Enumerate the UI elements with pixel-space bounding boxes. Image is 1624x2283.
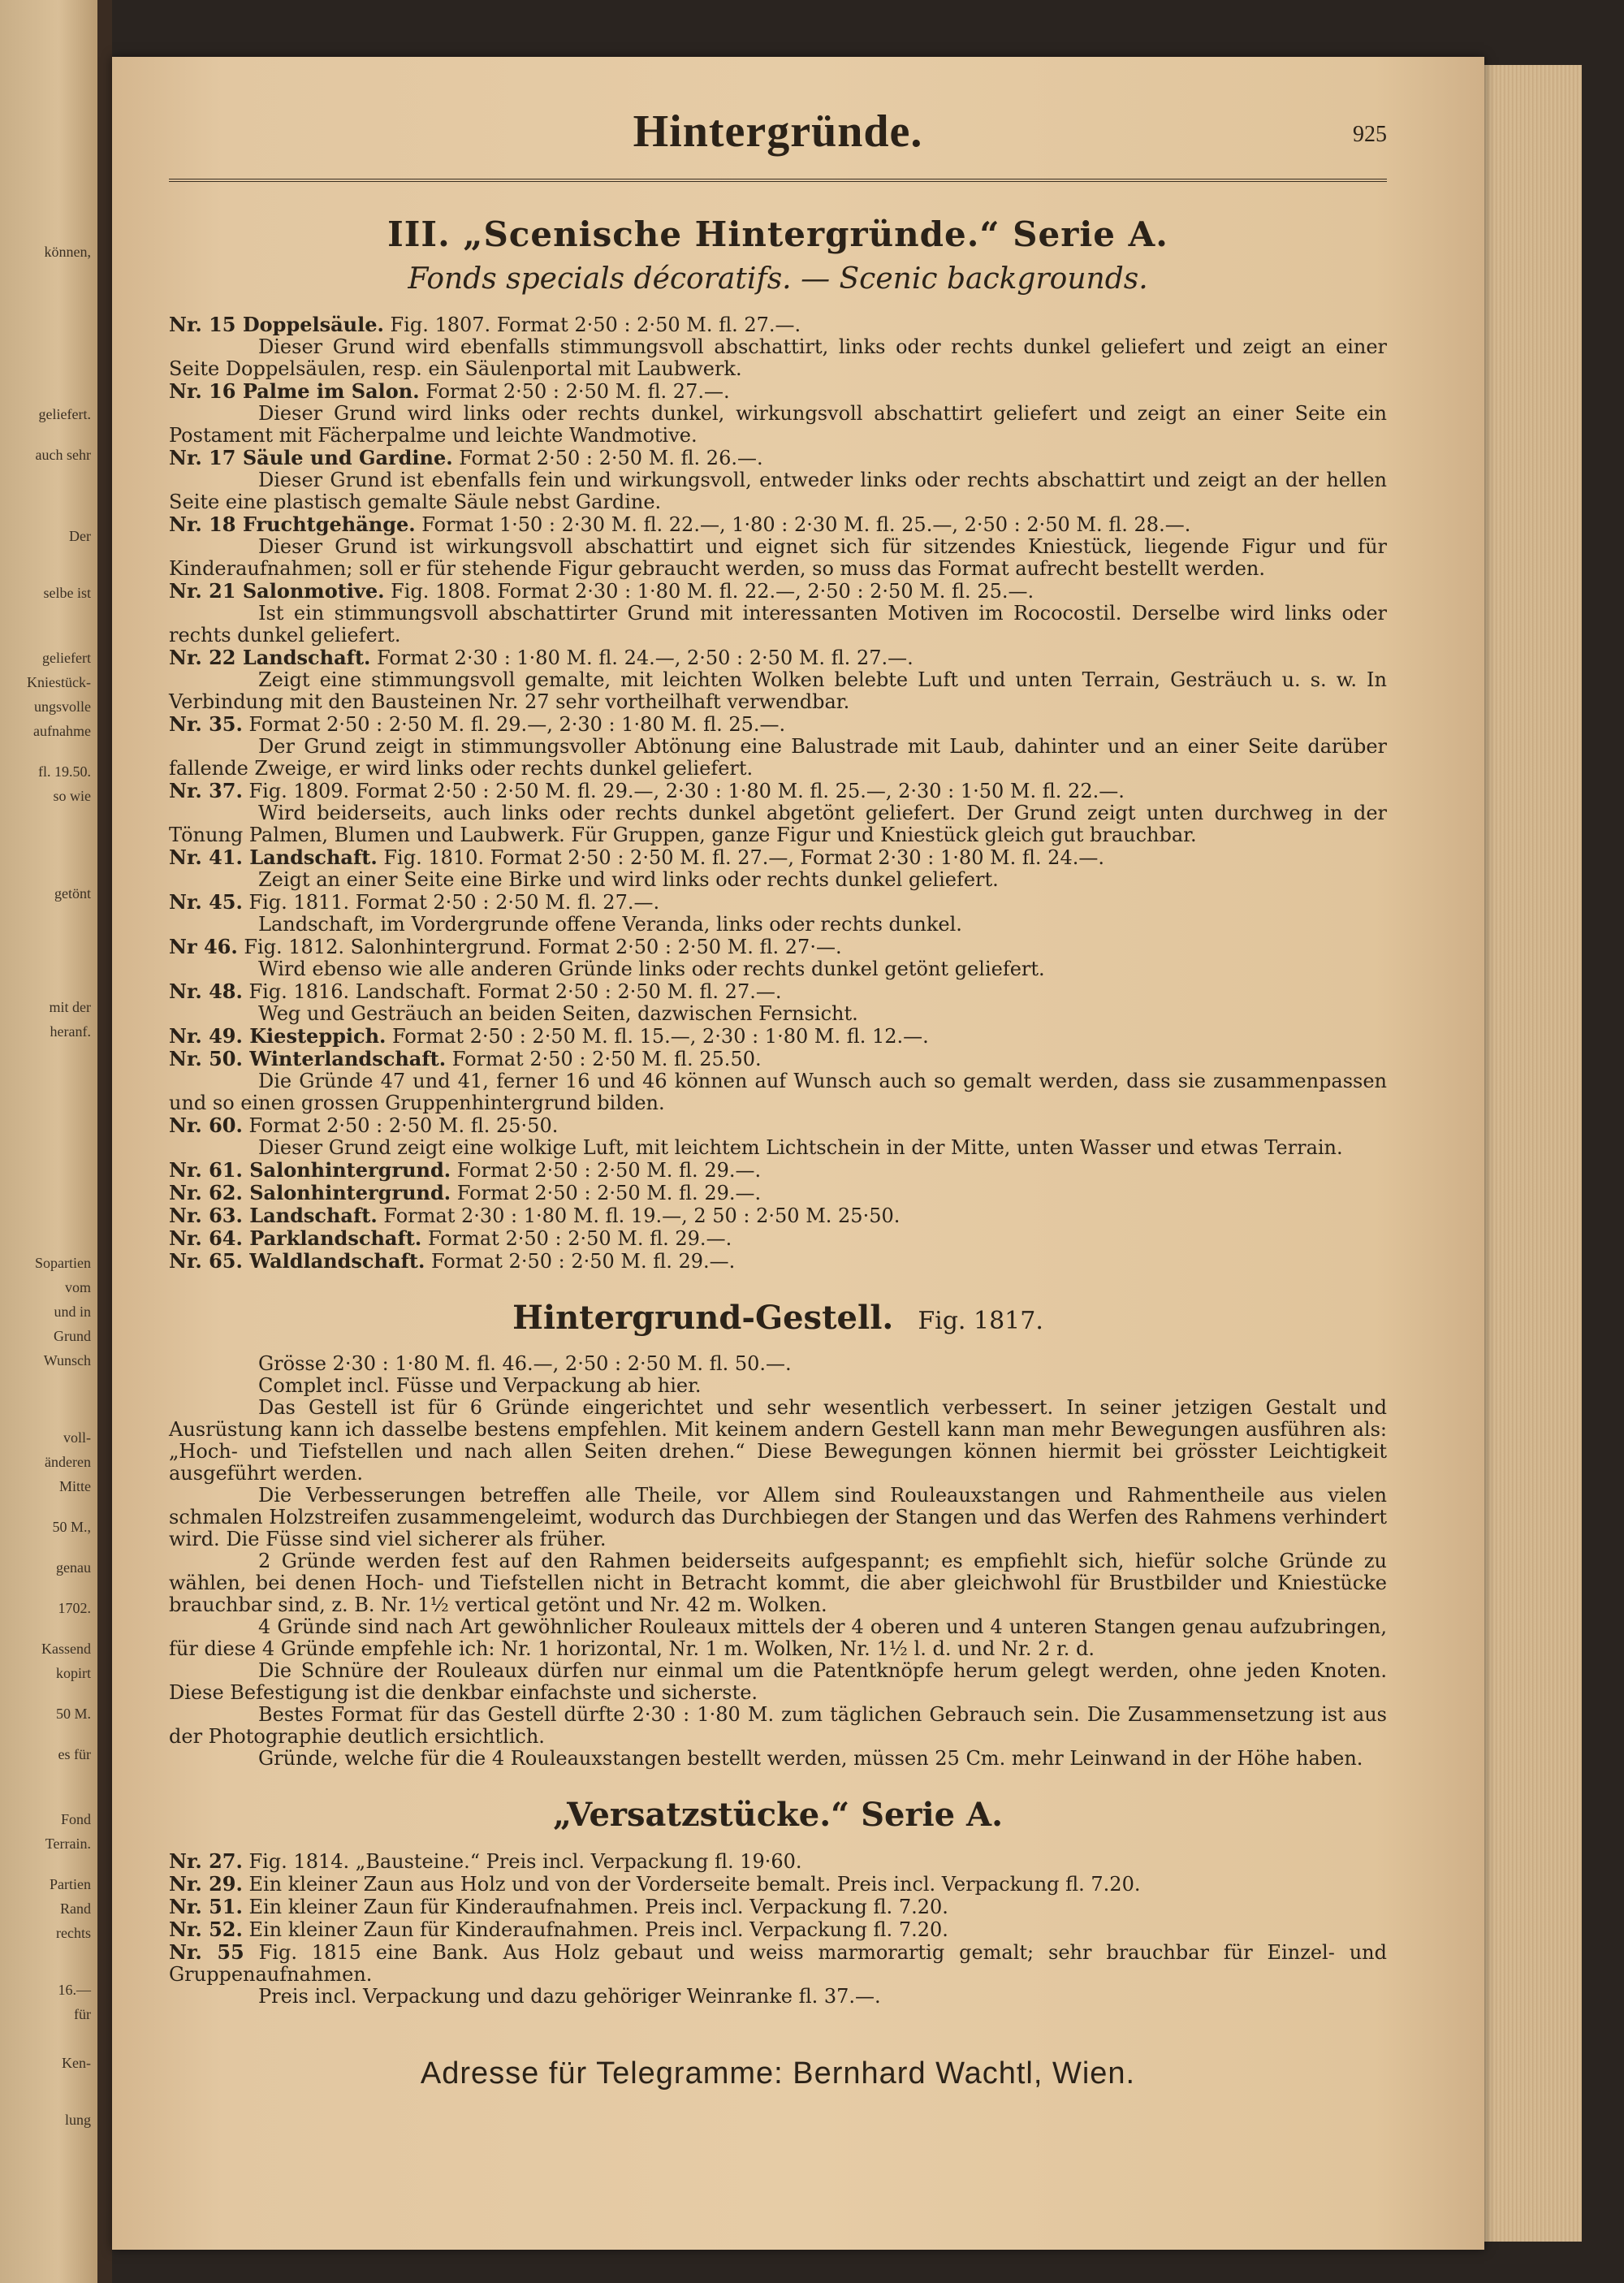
book-spine [97, 0, 112, 2283]
entry-text: Format 2·30 : 1·80 M. fl. 24.—, 2·50 : 2·50 M. fl. 27.—. [370, 646, 914, 669]
left-page-fragment: geliefert [42, 650, 91, 666]
left-page-fragment: 1702. [58, 1600, 91, 1616]
entry-text: Ein kleiner Zaun aus Holz und von der Vorderseite bemalt. Preis incl. Verpackung fl. 7.20. [242, 1873, 1141, 1896]
entry-head: Nr. 52. [169, 1918, 243, 1941]
left-page-fragment: fl. 19.50. [38, 763, 91, 780]
entry-head: Nr. 21 Salonmotive. [169, 579, 385, 603]
entry-head: Nr. 27. [169, 1849, 243, 1873]
page-number: 925 [1353, 122, 1387, 147]
entry-head: Nr. 48. [169, 979, 243, 1003]
left-page-fragment: vom [64, 1279, 91, 1295]
left-page-fragment: ungsvolle [34, 698, 91, 715]
left-page-fragment: Kassend [41, 1641, 91, 1657]
entry-text: Fig. 1807. Format 2·50 : 2·50 M. fl. 27.—. [383, 313, 801, 336]
left-page-fragment: genau [56, 1559, 91, 1576]
catalog-entry [169, 891, 1387, 914]
entry-text: Format 2·30 : 1·80 M. fl. 19.—, 2 50 : 2·50 M. 25·50. [377, 1204, 901, 1227]
entry-head: Nr. 50. Winterlandschaft. [169, 1047, 447, 1070]
left-page-fragment: so wie [53, 788, 91, 804]
left-page-fragment: rechts [56, 1925, 91, 1941]
catalog-entry [169, 536, 1387, 580]
left-page-fragment: Mitte [59, 1478, 91, 1494]
left-page-fragment: mit der [49, 999, 91, 1015]
catalog-entry [169, 513, 1387, 536]
catalog-entry [169, 1137, 1387, 1159]
catalog-entry [169, 869, 1387, 891]
left-page-fragment: Rand [60, 1900, 91, 1917]
left-page-fragment: Wunsch [43, 1352, 91, 1369]
gestell-title: Hintergrund-Gestell. [512, 1299, 894, 1337]
entry-head: Nr. 51. [169, 1895, 243, 1918]
catalog-entry [169, 1025, 1387, 1048]
catalog-entries-scenic [169, 313, 1387, 1273]
catalog-entry [169, 1003, 1387, 1025]
left-page-fragment: für [74, 2006, 91, 2022]
catalog-entry [169, 603, 1387, 646]
left-page-fragment: kopirt [56, 1665, 91, 1681]
entry-text: Landschaft, im Vordergrunde offene Veranda, links oder rechts dunkel. [258, 913, 962, 936]
entry-head: Nr. 17 Säule und Gardine. [169, 446, 453, 469]
catalog-entry [169, 380, 1387, 403]
entry-head: Nr. 18 Fruchtgehänge. [169, 512, 416, 536]
left-page-fragment: änderen [45, 1454, 91, 1470]
entry-text: Dieser Grund wird links oder rechts dunkel, wirkungsvoll abschattirt geliefert und zeigt an einer Seite ein Postament mit Fächerpalme und leichte Wandmotive. [169, 402, 1387, 447]
left-page-fragment: 50 M. [55, 1706, 91, 1722]
entry-text: Format 2·50 : 2·50 M. fl. 15.—, 2·30 : 1·80 M. fl. 12.—. [386, 1025, 929, 1048]
entry-text: Fig. 1816. Landschaft. Format 2·50 : 2·50 M. fl. 27.—. [242, 980, 782, 1003]
entry-text: Wird beiderseits, auch links oder rechts dunkel abgetönt geliefert. Der Grund zeigt unten durchweg in der Tönung Palmen, Blumen und Laubwerk. Für Gruppen, ganze Figur und Kniestück gleich gut brauchbar. [169, 802, 1387, 846]
section-subtitle-scenic: Fonds specials décoratifs. — Scenic backgrounds. [408, 262, 1148, 296]
catalog-entry [169, 580, 1387, 603]
entry-text: Fig. 1808. Format 2·30 : 1·80 M. fl. 22.—, 2·50 : 2·50 M. fl. 25.—. [384, 580, 1034, 603]
left-page-fragment: Terrain. [45, 1835, 91, 1852]
entry-text: Ein kleiner Zaun für Kinderaufnahmen. Preis incl. Verpackung fl. 7.20. [242, 1896, 948, 1918]
entry-head: Nr. 41. Landschaft. [169, 845, 378, 869]
catalog-entry [169, 1204, 1387, 1227]
left-page-fragment: und in [54, 1304, 91, 1320]
entry-head: Nr. 37. [169, 779, 243, 802]
left-page-fragment: aufnahme [33, 723, 91, 739]
gestell-paragraph: Die Schnüre der Rouleaux dürfen nur einmal um die Patentknöpfe herum gelegt werden, ohne jeden Knoten. Diese Befestigung ist die denkbar einfachste und sicherste. [169, 1659, 1387, 1704]
gestell-figure-ref: Fig. 1817. [918, 1307, 1043, 1335]
catalog-entry [169, 1227, 1387, 1250]
catalog-entry [169, 1114, 1387, 1137]
left-page-fragment: Ken- [62, 2055, 91, 2071]
page-edges [1484, 65, 1582, 2242]
entry-head: Nr. 60. [169, 1113, 243, 1137]
entry-text: Fig. 1810. Format 2·50 : 2·50 M. fl. 27.—, Format 2·30 : 1·80 M. fl. 24.—. [377, 846, 1104, 869]
telegram-address: Adresse für Telegramme: Bernhard Wachtl, Wien. [420, 2056, 1136, 2091]
entry-text: Fig. 1814. „Bausteine.“ Preis incl. Verpackung fl. 19·60. [242, 1850, 802, 1873]
gestell-paragraph: Das Gestell ist für 6 Gründe eingerichtet und sehr wesentlich verbessert. In seiner jetzigen Gestalt und Ausrüstung kann ich dasselbe bestens empfehlen. Mit keinem andern Gestell kann man mehr Bewegungen ausführen als: „Hoch- und Tiefstellen und nach allen Seiten drehen.“ Diese Bewegungen können hiermit bei grösster Leichtigkeit ausgeführt werden. [169, 1396, 1387, 1485]
left-page-edge [0, 0, 97, 2283]
entry-text: Fig. 1809. Format 2·50 : 2·50 M. fl. 29.—, 2·30 : 1·80 M. fl. 25.—, 2·30 : 1·50 M. fl. 22.—. [242, 780, 1125, 802]
left-page-fragment: selbe ist [43, 585, 91, 601]
entry-text: Format 2·50 : 2·50 M. fl. 25·50. [242, 1114, 559, 1137]
entry-text: Format 2·50 : 2·50 M. fl. 29.—. [451, 1159, 762, 1182]
entry-head: Nr. 62. Salonhintergrund. [169, 1181, 451, 1204]
entry-head: Nr. 61. Salonhintergrund. [169, 1158, 451, 1182]
entry-head: Nr. 45. [169, 890, 243, 914]
catalog-entry [169, 736, 1387, 780]
entry-text: Zeigt eine stimmungsvoll gemalte, mit leichten Wolken belebte Luft und unten Terrain, Gesträuch u. s. w. In Verbindung mit den Bausteinen Nr. 27 sehr vortheilhaft verwendbar. [169, 668, 1387, 713]
left-page-fragment: geliefert. [38, 406, 91, 422]
catalog-entry [169, 1048, 1387, 1070]
entry-text: Format 2·50 : 2·50 M. fl. 29.—, 2·30 : 1·80 M. fl. 25.—. [242, 713, 786, 736]
catalog-entry [169, 1182, 1387, 1204]
left-page-fragment: Fond [60, 1811, 91, 1827]
left-page-fragment: getönt [54, 885, 91, 902]
left-page-fragment: auch sehr [35, 447, 91, 463]
entry-text: Format 2·50 : 2·50 M. fl. 25.50. [446, 1048, 762, 1070]
gestell-description [169, 1353, 1387, 1770]
catalog-entry [169, 936, 1387, 958]
entry-text: Der Grund zeigt in stimmungsvoller Abtönung eine Balustrade mit Laub, dahinter und an einer Seite darüber fallende Zweige, er wird links oder rechts dunkel geliefert. [169, 735, 1387, 780]
gestell-paragraph: Bestes Format für das Gestell dürfte 2·30 : 1·80 M. zum täglichen Gebrauch sein. Die Zusammensetzung ist aus der Photographie deutlich ersichtlich. [169, 1703, 1387, 1748]
catalog-entry [169, 914, 1387, 936]
catalog-entry [169, 403, 1387, 447]
entry-head: Nr. 29. [169, 1872, 243, 1896]
catalog-entry [169, 313, 1387, 336]
gestell-paragraph: Gründe, welche für die 4 Rouleauxstangen bestellt werden, müssen 25 Cm. mehr Leinwand in der Höhe haben. [258, 1747, 1363, 1770]
gestell-paragraph: 4 Gründe sind nach Art gewöhnlicher Rouleaux mittels der 4 oberen und 4 unteren Stangen genau aufzubringen, für diese 4 Gründe empfehle ich: Nr. 1 horizontal, Nr. 1 m. Wolken, Nr. 1½ l. d. und Nr. 2 r. d. [169, 1615, 1387, 1660]
left-page-fragment: Sopartien [35, 1255, 91, 1271]
catalog-entry [169, 1159, 1387, 1182]
catalog-entry [169, 846, 1387, 869]
catalog-entry [169, 980, 1387, 1003]
entry-head: Nr. 65. Waldlandschaft. [169, 1249, 425, 1273]
page-title: Hintergründe. [633, 106, 923, 157]
entry-text: Die Gründe 47 und 41, ferner 16 und 46 können auf Wunsch auch so gemalt werden, dass sie zusammenpassen und so einen grossen Gruppenhintergrund bilden. [169, 1070, 1387, 1114]
catalog-entry [169, 1070, 1387, 1114]
left-page-fragment: können, [44, 244, 91, 260]
catalog-entry [169, 802, 1387, 846]
catalog-entry [169, 1986, 1387, 2008]
book-page [112, 57, 1484, 2250]
left-page-fragment: heranf. [50, 1023, 91, 1040]
left-page-fragment: Grund [54, 1328, 91, 1344]
entry-text: Fig. 1811. Format 2·50 : 2·50 M. fl. 27.—. [242, 891, 660, 914]
entry-text: Format 2·50 : 2·50 M. fl. 26.—. [452, 447, 763, 469]
entry-text: Format 2·50 : 2·50 M. fl. 29.—. [451, 1182, 762, 1204]
entry-text: Fig. 1812. Salonhintergrund. Format 2·50 : 2·50 M. fl. 27·—. [237, 936, 842, 958]
catalog-entry [169, 1873, 1387, 1896]
entry-text: Format 2·50 : 2·50 M. fl. 27.—. [419, 380, 730, 403]
left-page-fragment: lung [64, 2112, 91, 2128]
catalog-entry [169, 713, 1387, 736]
left-page-fragment: es für [58, 1746, 91, 1762]
gestell-paragraph: Complet incl. Füsse und Verpackung ab hier. [258, 1374, 702, 1397]
entry-head: Nr. 63. Landschaft. [169, 1204, 378, 1227]
page-content [169, 106, 1387, 2091]
left-page-fragment: voll- [63, 1429, 91, 1446]
section-title-gestell [169, 1299, 1387, 1337]
left-page-fragment: Der [69, 528, 91, 544]
entry-head: Nr. 64. Parklandschaft. [169, 1226, 422, 1250]
entry-text: Format 2·50 : 2·50 M. fl. 29.—. [425, 1250, 736, 1273]
catalog-entry [169, 780, 1387, 802]
entry-head: Nr 46. [169, 935, 238, 958]
entry-text: Dieser Grund ist ebenfalls fein und wirkungsvoll, entweder links oder rechts abschattirt und zeigt an der hellen Seite eine plastisch gemalte Säule nebst Gardine. [169, 469, 1387, 513]
catalog-entry [169, 1250, 1387, 1273]
entry-text: Format 1·50 : 2·30 M. fl. 22.—, 1·80 : 2·30 M. fl. 25.—, 2·50 : 2·50 M. fl. 28.—. [415, 513, 1191, 536]
catalog-entry [169, 1850, 1387, 1873]
section-title-versatz: „Versatzstücke.“ Serie A. [552, 1796, 1004, 1834]
entry-text: Preis incl. Verpackung und dazu gehöriger Weinranke fl. 37.—. [258, 1985, 881, 2008]
entry-text: Format 2·50 : 2·50 M. fl. 29.—. [421, 1227, 732, 1250]
entry-head: Nr. 22 Landschaft. [169, 646, 371, 669]
gestell-paragraph: Grösse 2·30 : 1·80 M. fl. 46.—, 2·50 : 2·50 M. fl. 50.—. [258, 1352, 792, 1375]
entry-text: Dieser Grund wird ebenfalls stimmungsvoll abschattirt, links oder rechts dunkel geliefert und zeigt an einer Seite Doppelsäulen, resp. ein Säulenportal mit Laubwerk. [169, 335, 1387, 380]
entry-text: Wird ebenso wie alle anderen Gründe links oder rechts dunkel getönt geliefert. [258, 958, 1045, 980]
entry-head: Nr. 15 Doppelsäule. [169, 313, 384, 336]
left-page-fragment: Kniestück- [27, 674, 91, 690]
entry-text: Weg und Gesträuch an beiden Seiten, dazwischen Fernsicht. [258, 1002, 858, 1025]
catalog-entry [169, 958, 1387, 980]
entry-head: Nr. 49. Kiesteppich. [169, 1024, 387, 1048]
left-page-fragment: 50 M., [52, 1519, 91, 1535]
left-page-fragment: 16.— [58, 1982, 91, 1998]
entry-text: Dieser Grund ist wirkungsvoll abschattirt und eignet sich für sitzendes Kniestück, liegende Figur und für Kinderaufnahmen; soll er für stehende Figur gebraucht werden, so muss das Format aufrecht bestellt werden. [169, 535, 1387, 580]
left-page-fragment: Partien [50, 1876, 91, 1892]
gestell-paragraph: 2 Gründe werden fest auf den Rahmen beiderseits aufgespannt; es empfiehlt sich, hiefür solche Gründe zu wählen, bei denen Hoch- und Tiefstellen nicht in Betracht kommt, die aber gleichwohl für Brustbilder und Kniestücke brauchbar sind, z. B. Nr. 1½ vertical getönt und Nr. 42 m. Wolken. [169, 1550, 1387, 1616]
catalog-entry [169, 1941, 1387, 1986]
section-title-scenic: III. „Scenische Hintergründe.“ Serie A. [387, 214, 1168, 254]
entry-head: Nr. 55 [169, 1940, 244, 1964]
entry-text: Dieser Grund zeigt eine wolkige Luft, mit leichtem Lichtschein in der Mitte, unten Wasser und etwas Terrain. [258, 1136, 1343, 1159]
catalog-entry [169, 447, 1387, 469]
page-header [169, 106, 1387, 182]
catalog-entry [169, 646, 1387, 669]
entry-text: Fig. 1815 eine Bank. Aus Holz gebaut und weiss marmorartig gemalt; sehr brauchbar für Einzel- und Gruppenaufnahmen. [169, 1941, 1387, 1986]
entry-text: Ist ein stimmungsvoll abschattirter Grund mit interessanten Motiven im Rococostil. Derselbe wird links oder rechts dunkel geliefert. [169, 602, 1387, 646]
catalog-entry [169, 669, 1387, 713]
entry-head: Nr. 16 Palme im Salon. [169, 379, 420, 403]
catalog-entry [169, 1918, 1387, 1941]
catalog-entry [169, 1896, 1387, 1918]
entry-text: Ein kleiner Zaun für Kinderaufnahmen. Preis incl. Verpackung fl. 7.20. [242, 1918, 948, 1941]
catalog-entry [169, 469, 1387, 513]
catalog-entries-versatz [169, 1850, 1387, 2008]
entry-head: Nr. 35. [169, 712, 243, 736]
entry-text: Zeigt an einer Seite eine Birke und wird links oder rechts dunkel geliefert. [258, 868, 999, 891]
gestell-paragraph: Die Verbesserungen betreffen alle Theile, vor Allem sind Rouleauxstangen und Rahmentheile aus vielen schmalen Holzstreifen zusammengeleimt, wodurch das Durchbiegen der Stangen und das Werfen des Rahmens verhindert wird. Die Füsse sind viel sicherer als früher. [169, 1484, 1387, 1550]
catalog-entry [169, 336, 1387, 380]
